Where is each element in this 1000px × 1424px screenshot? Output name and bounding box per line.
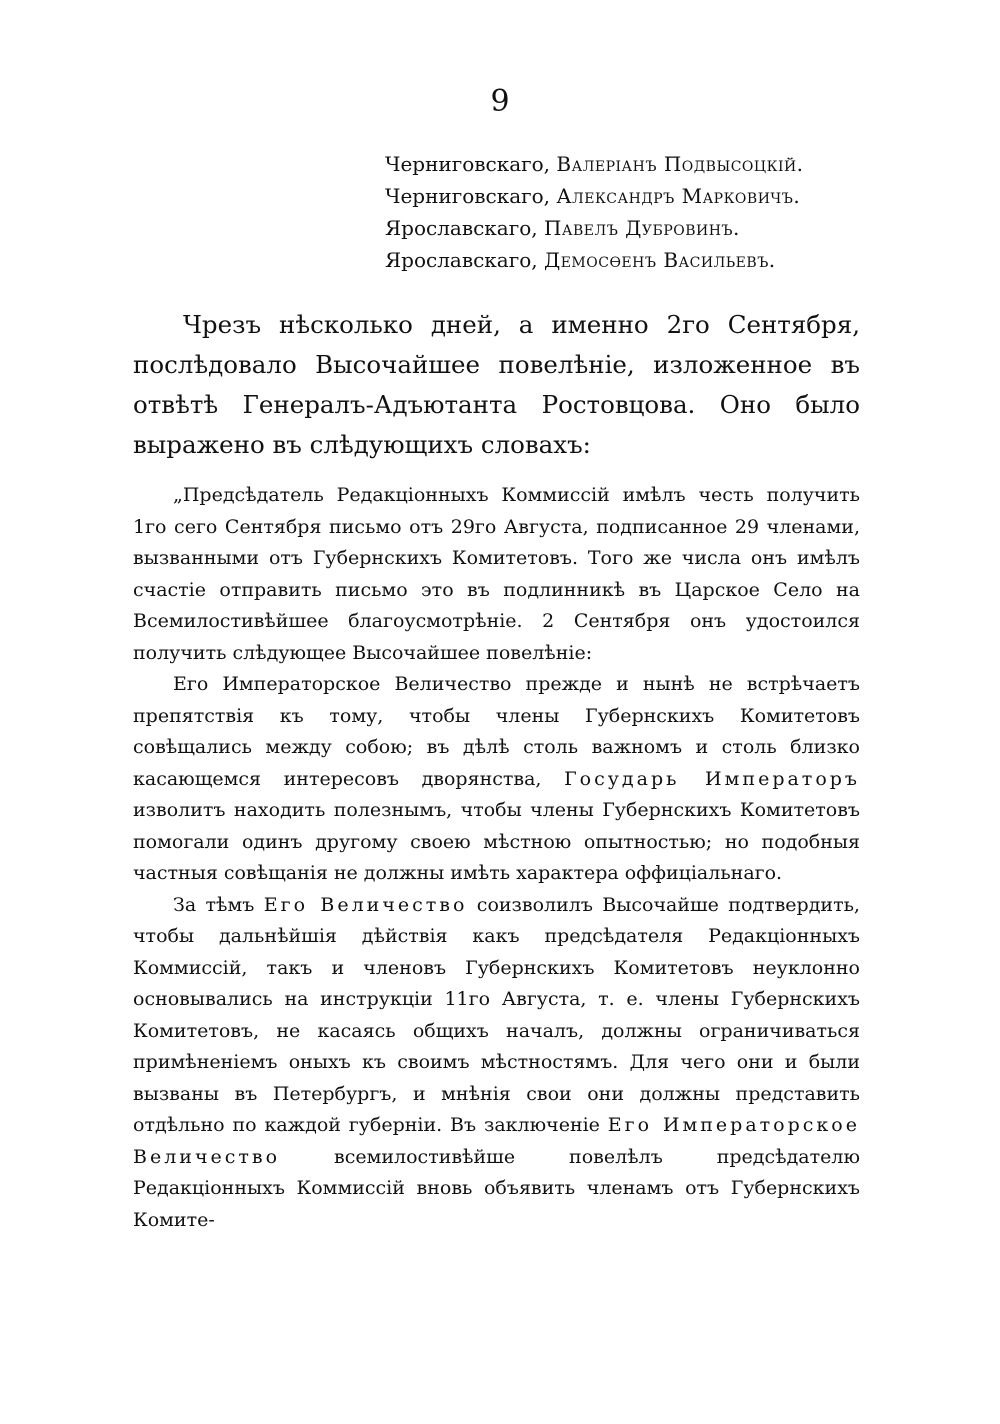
quote-paragraph-3 xyxy=(133,890,860,1237)
signatory-province: Черниговскаго, xyxy=(385,152,551,176)
quote-text: изволитъ находить полезнымъ, чтобы члены Губернскихъ Комитетовъ помогали одинъ другому своею мѣстною опытностью; но подобныя частныя совѣщанія не должны имѣть характера оффиціальнаго. xyxy=(133,799,860,884)
signatory-name: Демосѳенъ Васильевъ. xyxy=(543,248,776,272)
signatory-line xyxy=(385,180,925,212)
emphasized-title: Его Величество xyxy=(263,893,468,916)
intro-paragraph: Чрезъ нѣсколько дней, а именно 2го Сентября, послѣдовало Высочайшее повелѣніе, изложенное въ отвѣтѣ Генералъ-Адъютанта Ростовцова. Оно было выражено въ слѣдующихъ словахъ: xyxy=(133,310,860,459)
quote-text: За тѣмъ xyxy=(173,893,255,916)
signatory-province: Ярославскаго, xyxy=(385,248,538,272)
signatory-name: Павелъ Дубровинъ. xyxy=(543,216,740,240)
quote-text: соизволилъ Высочайше подтвердить, чтобы дальнѣйшія дѣйствія какъ предсѣдателя Редакціонныхъ Коммиссій, такъ и членовъ Губернскихъ Комитетовъ неуклонно основывались на инструкціи 11го Августа, т. е. члены Губернскихъ Комитетовъ, не касаясь общихъ началъ, должны ограничиваться примѣненіемъ оныхъ къ своимъ мѣстностямъ. Для чего они и были вызваны въ Петербургъ, и мнѣнія свои они должны представить отдѣльно по каждой губерніи. Въ заключеніе xyxy=(133,893,860,1136)
signatory-line xyxy=(385,212,925,244)
signatory-name: Валеріанъ Подвысоцкій. xyxy=(556,152,804,176)
signatory-list xyxy=(385,148,925,276)
quote-text: Его Императорское Величество прежде и нынѣ не встрѣчаетъ препятствія къ тому, чтобы члены Губернскихъ Комитетовъ совѣщались между собою; въ дѣлѣ столь важномъ и столь близко касающемся интересовъ дворянства, xyxy=(133,673,860,790)
signatory-name: Александръ Марковичъ. xyxy=(556,184,801,208)
emphasized-title: Его Императорское Величество xyxy=(133,1114,860,1168)
page-number: 9 xyxy=(490,84,510,119)
quote-paragraph-2 xyxy=(133,669,860,890)
signatory-province: Черниговскаго, xyxy=(385,184,551,208)
signatory-line xyxy=(385,148,925,180)
signatory-line xyxy=(385,244,925,276)
imperial-decree-quote xyxy=(133,480,860,1236)
emphasized-title: Государь Императоръ xyxy=(564,767,861,790)
quote-text: всемилостивѣйше повелѣлъ предсѣдателю Редакціонныхъ Коммиссій вновь объявить членамъ отъ Губернскихъ Комите- xyxy=(133,1145,860,1231)
quote-paragraph-1: „Предсѣдатель Редакціонныхъ Коммиссій имѣлъ честь получить 1го сего Сентября письмо отъ 29го Августа, подписанное 29 членами, вызванными отъ Губернскихъ Комитетовъ. Того же числа онъ имѣлъ счастіе отправить письмо это въ подлинникѣ въ Царское Село на Всемилостивѣйшее благоусмотрѣніе. 2 Сентября онъ удостоился получить слѣдующее Высочайшее повелѣніе: xyxy=(133,484,860,664)
signatory-province: Ярославскаго, xyxy=(385,216,538,240)
